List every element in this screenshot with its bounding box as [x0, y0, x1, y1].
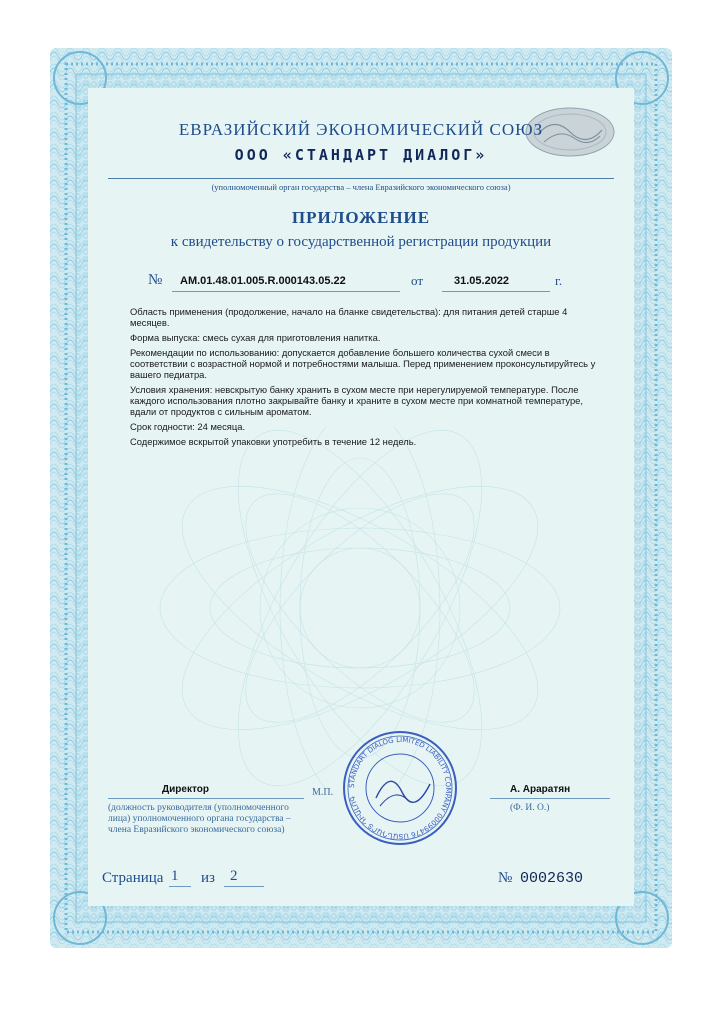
body-text — [130, 306, 600, 451]
page-total-underline — [224, 886, 264, 887]
body-paragraph-shelf-life: Срок годности: 24 месяца. — [130, 421, 246, 432]
date-underline — [442, 291, 550, 292]
serial-label: № — [498, 870, 513, 886]
document-subtitle: к свидетельству о государственной регистрации продукции — [170, 234, 552, 250]
body-paragraph-usage: Рекомендации по использованию: допускается добавление большего количества сухой смеси в соответствии с возрастной нормой и потребностями малыша. Перед применением проконсультируйтесь у вашего педиатра. — [130, 347, 596, 380]
number-underline — [172, 291, 400, 292]
fio-caption: (Ф. И. О.) — [510, 803, 550, 813]
body-paragraph-form: Форма выпуска: смесь сухая для приготовления напитка. — [130, 332, 381, 343]
body-paragraph-storage: Условия хранения: невскрытую банку хранить в сухом месте при нерегулируемой температуре. После каждого использования плотно закрывайте банку и храните в сухом месте при комнатной температуре, вдали от продуктов с сильным ароматом. — [130, 384, 583, 417]
name-underline — [490, 798, 610, 799]
company-stamp — [340, 728, 460, 848]
certificate-sheet — [50, 48, 672, 948]
body-paragraph-scope: Область применения (продолжение, начало на бланке свидетельства): для питания детей старше 4 месяцев. — [130, 306, 568, 328]
body-paragraph-opened: Содержимое вскрытой упаковки употребить в течение 12 недель. — [130, 436, 417, 447]
position-underline — [108, 798, 304, 799]
date-from-label: от — [411, 273, 424, 288]
signer-name: А. Араратян — [510, 784, 571, 795]
serial-number: 0002630 — [520, 870, 584, 887]
page-label: Страница — [102, 870, 164, 886]
page-current-underline — [169, 886, 191, 887]
number-label: № — [148, 272, 163, 288]
signer-position: Директор — [162, 784, 209, 795]
page-current: 1 — [171, 868, 179, 884]
certificate-date: 31.05.2022 — [454, 275, 510, 287]
page-of-label: из — [201, 870, 215, 886]
authority-note: (уполномоченный орган государства – члена Евразийского экономического союза) — [211, 182, 511, 192]
year-label: г. — [555, 273, 563, 288]
union-title: ЕВРАЗИЙСКИЙ ЭКОНОМИЧЕСКИЙ СОЮЗ — [178, 120, 544, 139]
position-caption: (должность руководителя (уполномоченного лица) уполномоченного органа государства – члена Евразийского экономического союза) — [108, 803, 291, 835]
certificate-number: AM.01.48.01.005.R.000143.05.22 — [180, 275, 346, 287]
company-name: ООО «СТАНДАРТ ДИАЛОГ» — [234, 146, 488, 164]
stamp-text: STANDART DIALOG LIMITED LIABILITY COMPANY 00099476 ՍՏԱՆԴԱՐՏ ԴԻԱԼՈԳ — [347, 735, 453, 841]
page-total: 2 — [230, 868, 238, 884]
header-rule — [108, 178, 614, 179]
document-title: ПРИЛОЖЕНИЕ — [291, 208, 431, 227]
seal-place-label: М.П. — [312, 787, 334, 798]
